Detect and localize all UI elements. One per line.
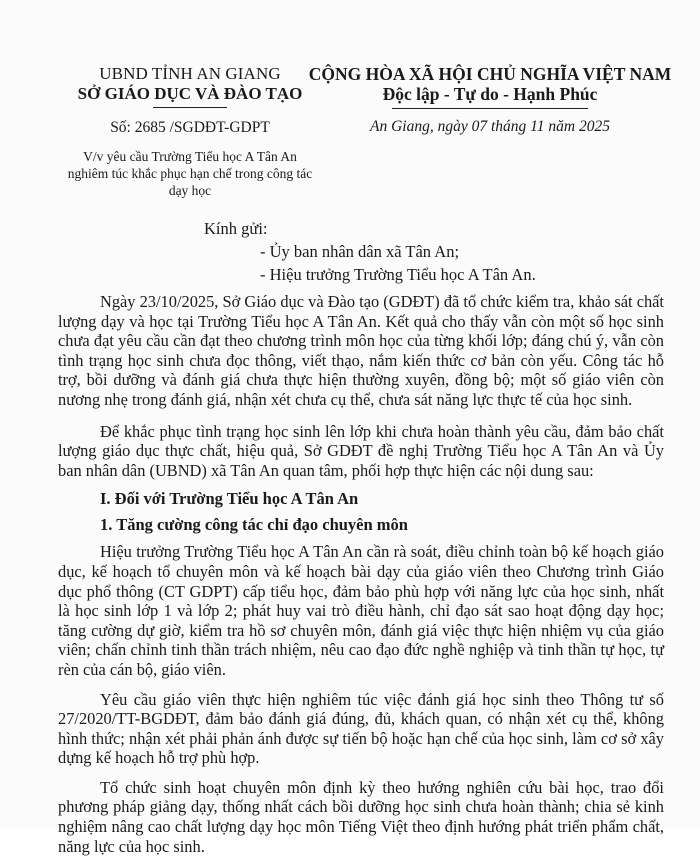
document-subject: V/v yêu cầu Trường Tiểu học A Tân An nghiêm túc khắc phục hạn chế trong công tác dạy học	[67, 149, 313, 198]
recipients-block	[204, 217, 664, 286]
nation-title: CỘNG HÒA XÃ HỘI CHỦ NGHĨA VIỆT NAM	[308, 64, 672, 84]
document-number: Số: 2685 /SGDĐT-GDPT	[110, 119, 270, 136]
national-motto: Độc lập - Tự do - Hạnh Phúc	[382, 84, 598, 104]
issuer-divider	[153, 107, 227, 108]
recipients-label: Kính gửi:	[204, 219, 268, 238]
department-name: SỞ GIÁO DỤC VÀ ĐÀO TẠO	[77, 84, 303, 103]
authority-name: UBND TỈNH AN GIANG	[99, 64, 281, 83]
motto-divider	[392, 108, 588, 109]
body-paragraph: Hiệu trưởng Trường Tiểu học A Tân An cần rà soát, điều chỉnh toàn bộ kế hoạch giáo dục, kế hoạch tổ chuyên môn và kế hoạch bài dạy của giáo viên theo Chương trình Giáo dục phổ thông (CT GDPT) cấp tiểu học, đảm bảo phù hợp với năng lực của học sinh, nhất là học sinh lớp 1 và lớp 2; phát huy vai trò điều hành, chỉ đạo sát sao hoạt động dạy học; tăng cường dự giờ, kiểm tra hồ sơ chuyên môn, đánh giá việc thực hiện nhiệm vụ của giáo viên; chấn chỉnh tinh thần trách nhiệm, nêu cao đạo đức nghề nghiệp và tinh thần tự học, tự rèn của cán bộ, giáo viên.	[58, 542, 664, 679]
issuer-block	[60, 64, 320, 199]
recipient-item: - Hiệu trưởng Trường Tiểu học A Tân An.	[260, 265, 536, 284]
body-paragraph: Tổ chức sinh hoạt chuyên môn định kỳ theo hướng nghiên cứu bài học, trao đổi phương pháp giảng dạy, thống nhất cách bồi dưỡng học sinh chưa hoàn thành; chia sẻ kinh nghiệm nâng cao chất lượng dạy học môn Tiếng Việt theo định hướng phát triển phẩm chất, năng lực của học sinh.	[58, 777, 664, 856]
body-paragraph: Ngày 23/10/2025, Sở Giáo dục và Đào tạo (GDĐT) đã tổ chức kiểm tra, khảo sát chất lượng dạy và học tại Trường Tiểu học A Tân An. Kết quả cho thấy vẫn còn một số học sinh chưa đạt yêu cầu cần đạt theo chương trình môn học của từng khối lớp; đáng chú ý, vẫn còn tình trạng học sinh chưa đọc thông, viết thạo, nắm kiến thức cơ bản còn yếu. Công tác hỗ trợ, bồi dưỡng và đánh giá chưa thực hiện thường xuyên, đồng bộ; một số giáo viên còn nương nhẹ trong đánh giá, nhận xét chưa cụ thể, chưa sát năng lực thực tế của học sinh.	[58, 292, 664, 409]
body-paragraph: Để khắc phục tình trạng học sinh lên lớp khi chưa hoàn thành yêu cầu, đảm bảo chất lượng giáo dục thực chất, hiệu quả, Sở GDĐT đề nghị Trường Tiểu học A Tân An và Ủy ban nhân dân (UBND) xã Tân An quan tâm, phối hợp thực hiện các nội dung sau:	[58, 421, 664, 480]
national-heading-block	[300, 64, 680, 137]
subsection-heading: 1. Tăng cường công tác chỉ đạo chuyên môn	[100, 515, 408, 535]
place-and-date: An Giang, ngày 07 tháng 11 năm 2025	[370, 118, 610, 135]
recipient-item: - Ủy ban nhân dân xã Tân An;	[260, 242, 460, 261]
body-paragraph: Yêu cầu giáo viên thực hiện nghiêm túc việc đánh giá học sinh theo Thông tư số 27/2020/TT-BGDĐT, đảm bảo đánh giá đúng, đủ, khách quan, có nhận xét cụ thể, không hình thức; nhận xét phải phản ánh được sự tiến bộ hoặc hạn chế của học sinh, làm cơ sở xây dựng kế hoạch hỗ trợ phù hợp.	[58, 689, 664, 768]
section-heading: I. Đối với Trường Tiểu học A Tân An	[100, 489, 359, 509]
document-body	[58, 292, 664, 856]
